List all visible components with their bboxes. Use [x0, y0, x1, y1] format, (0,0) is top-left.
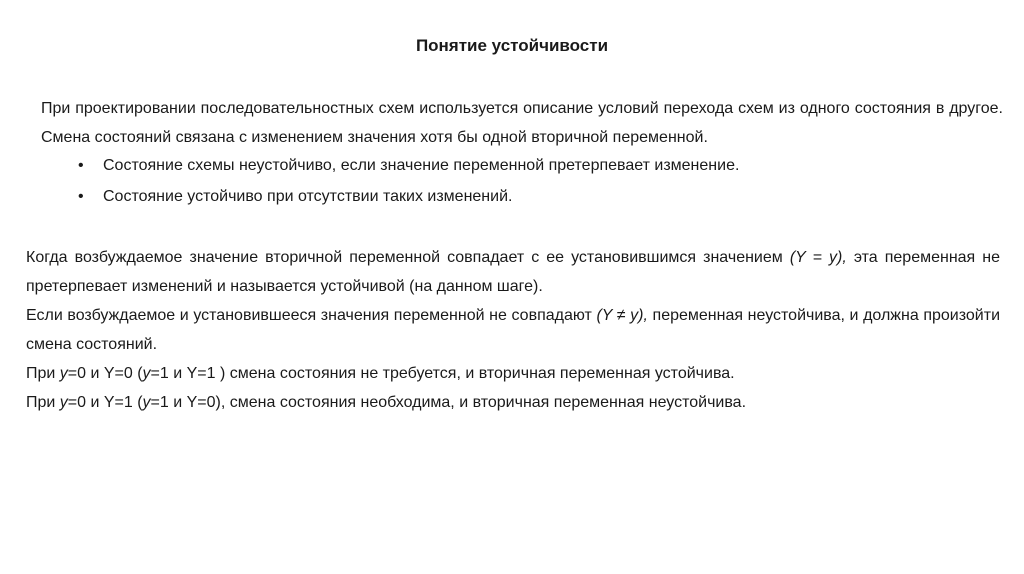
variable-y: y [142, 365, 151, 382]
bullet-list [78, 150, 978, 212]
body-text [26, 243, 1000, 417]
bullet-text: Состояние схемы неустойчиво, если значение переменной претерпевает изменение. [103, 157, 740, 174]
paragraph-text: Если возбуждаемое и установившееся значения переменной не совпадают [26, 307, 597, 324]
paragraph-text: =0 и Y=0 ( [67, 365, 143, 382]
formula-not-equal: (Y ≠ y), [596, 307, 648, 324]
bullet-text: Состояние устойчиво при отсутствии таких изменений. [103, 188, 513, 205]
page-title: Понятие устойчивости [415, 36, 609, 55]
bullet-item [78, 150, 978, 181]
bullet-item [78, 181, 978, 212]
paragraph-case-stable [26, 359, 1000, 388]
paragraph-unstable [26, 301, 1000, 359]
paragraph-text: переменная неустойчива, и должна произойти смена состояний. [26, 307, 1001, 353]
bullet-marker: • [78, 157, 84, 174]
paragraph-text: эта переменная не претерпевает изменений и называется устойчивой (на данном шаге). [26, 249, 1001, 295]
paragraph-text: =1 и Y=0), смена состояния необходима, и вторичная переменная неустойчива. [150, 394, 747, 411]
intro-paragraph: При проектировании последовательностных схем используется описание условий перехода схем из одного состояния в другое. Смена состояний связана с изменением значения хотя бы одной вторичной переменной. [41, 100, 1003, 146]
variable-y: y [59, 394, 68, 411]
paragraph-text: При [26, 365, 60, 382]
paragraph-text: При [26, 394, 60, 411]
paragraph-stable [26, 243, 1000, 301]
paragraph-text: =0 и Y=1 ( [67, 394, 143, 411]
variable-y: y [142, 394, 151, 411]
paragraph-text: =1 и Y=1 ) смена состояния не требуется, и вторичная переменная устойчива. [150, 365, 735, 382]
formula-equal: (Y = y), [789, 249, 847, 266]
bullet-marker: • [78, 188, 84, 205]
paragraph-text: Когда возбуждаемое значение вторичной переменной совпадает с ее установившимся значением [26, 249, 790, 266]
variable-y: y [59, 365, 68, 382]
paragraph-case-unstable [26, 388, 1000, 417]
